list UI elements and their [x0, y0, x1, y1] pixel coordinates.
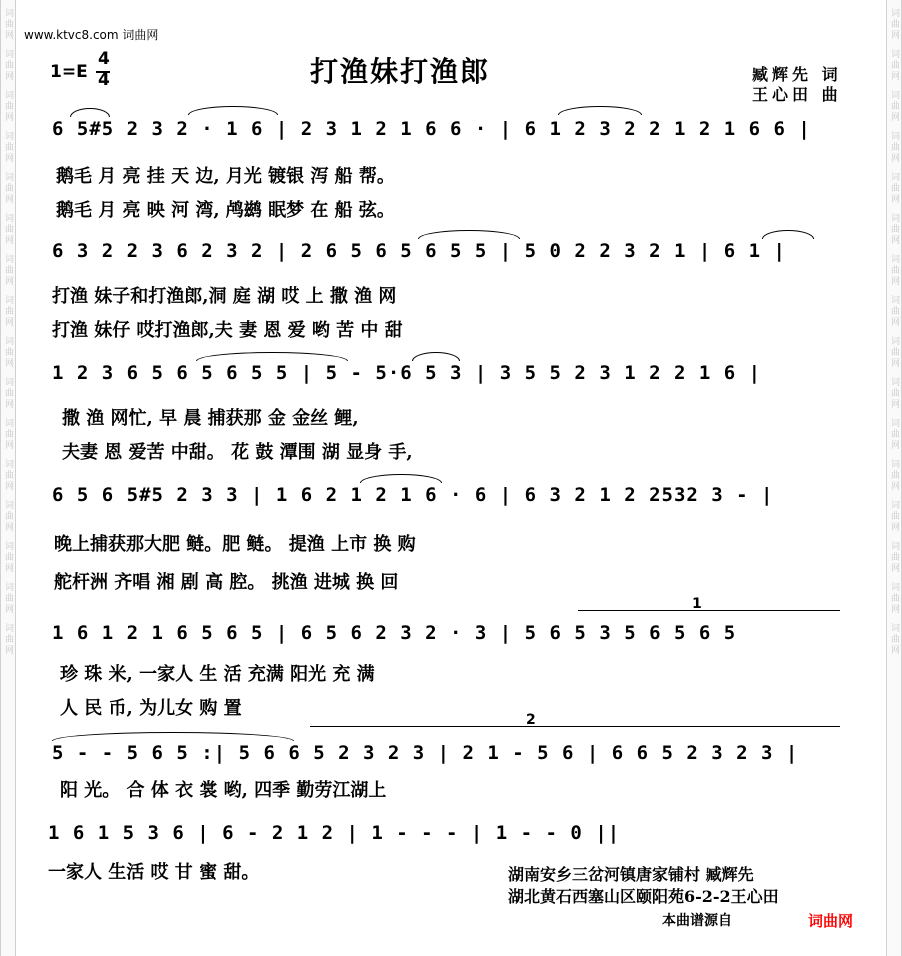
- notation-row-4: 6 5 6 5#5 2 3 3 | 1 6 2 1 2 1 6 · 6 | 6 3 2 1 2 2532 3 - |: [52, 484, 774, 506]
- left-watermark-strip: 词曲网 词曲网 词曲网 词曲网 词曲网 词曲网 词曲网 词曲网 词曲网 词曲网 词曲网 词曲网 词曲网 词曲网 词曲网 词曲网: [0, 0, 16, 956]
- lyricist-credit: 臧辉先 词: [752, 65, 842, 84]
- tie-arc: [196, 352, 348, 361]
- lyricist-address: 湖南安乡三岔河镇唐家铺村 臧辉先: [508, 865, 754, 884]
- notation-row-3: 1 2 3 6 5 6 5 6 5 5 | 5 - 5·6 5 3 | 3 5 5 2 3 1 2 2 1 6 |: [52, 362, 762, 384]
- lyric-row-5-verse-1: 珍 珠 米, 一家人 生 活 充满 阳光 充 满: [60, 664, 375, 685]
- lyric-row-5-verse-2: 人 民 币, 为儿女 购 置: [60, 698, 242, 719]
- slur-arc: [70, 108, 110, 117]
- tie-arc: [188, 106, 278, 115]
- lyric-row-1-verse-2: 鹅毛 月 亮 映 河 湾, 鸬鹚 眠梦 在 船 弦。: [56, 200, 395, 221]
- lyric-row-2-verse-2: 打渔 妹仔 哎打渔郎,夫 妻 恩 爱 哟 苦 中 甜: [52, 320, 403, 341]
- key-signature: 1=E: [50, 62, 88, 82]
- notation-row-1: 6 5#5 2 3 2 · 1 6 | 2 3 1 2 1 6 6 · | 6 1 2 3 2 2 1 2 1 6 6 |: [52, 118, 811, 140]
- composer-address: 湖北黄石西塞山区颐阳苑6-2-2王心田: [508, 887, 779, 906]
- lyric-row-6: 阳 光。 合 体 衣 裳 哟, 四季 勤劳江湖上: [60, 780, 387, 801]
- volta-first-ending: [578, 610, 840, 611]
- volta-second-ending: [310, 726, 840, 727]
- lyric-row-3-verse-1: 撒 渔 网忙, 早 晨 捕获那 金 金丝 鲤,: [62, 408, 359, 429]
- brand-link[interactable]: 词曲网: [808, 912, 854, 930]
- slur-arc: [762, 230, 814, 239]
- lyric-row-4-verse-2: 舵杆洲 齐唱 湘 剧 高 腔。 挑渔 进城 换 回: [54, 572, 399, 593]
- composer-credit: 王心田 曲: [752, 85, 842, 104]
- lyric-row-1-verse-1: 鹅毛 月 亮 挂 天 边, 月光 镀银 泻 船 帮。: [56, 166, 395, 187]
- slur-arc: [558, 106, 642, 115]
- slur-arc: [412, 352, 460, 361]
- tie-arc: [52, 732, 294, 741]
- left-watermark-text: 词曲网: [3, 8, 13, 41]
- time-signature-bottom: 4: [98, 70, 110, 90]
- source-label: 本曲谱源自: [662, 913, 732, 929]
- site-url: www.ktvc8.com 词曲网: [24, 28, 159, 42]
- notation-row-2: 6 3 2 2 3 6 2 3 2 | 2 6 5 6 5 6 5 5 | 5 0 2 2 3 2 1 | 6 1 |: [52, 240, 786, 262]
- notation-row-5: 1 6 1 2 1 6 5 6 5 | 6 5 6 2 3 2 · 3 | 5 6 5 3 5 6 5 6 5: [52, 622, 737, 644]
- volta-first-label: 1: [692, 596, 702, 612]
- lyric-row-4-verse-1: 晚上捕获那大肥 鲢。肥 鲢。 提渔 上市 换 购: [54, 534, 416, 555]
- lyric-row-7: 一家人 生活 哎 甘 蜜 甜。: [48, 862, 260, 883]
- slur-arc: [360, 474, 442, 483]
- right-watermark-text: 词曲网: [889, 8, 899, 41]
- song-title: 打渔妹打渔郎: [310, 55, 491, 88]
- lyric-row-2-verse-1: 打渔 妹子和打渔郎,洞 庭 湖 哎 上 撒 渔 网: [52, 286, 397, 307]
- right-watermark-strip: 词曲网 词曲网 词曲网 词曲网 词曲网 词曲网 词曲网 词曲网 词曲网 词曲网 词曲网 词曲网 词曲网 词曲网 词曲网 词曲网: [886, 0, 902, 956]
- volta-second-label: 2: [526, 712, 536, 728]
- slur-arc: [418, 230, 520, 239]
- time-signature-top: 4: [98, 49, 110, 69]
- notation-row-6: 5 - - 5 6 5 :| 5 6 6 5 2 3 2 3 | 2 1 - 5 6 | 6 6 5 2 3 2 3 |: [52, 742, 799, 764]
- lyric-row-3-verse-2: 夫妻 恩 爱苦 中甜。 花 鼓 潭围 湖 显身 手,: [62, 442, 413, 463]
- notation-row-7: 1 6 1 5 3 6 | 6 - 2 1 2 | 1 - - - | 1 - - 0 ||: [48, 822, 621, 844]
